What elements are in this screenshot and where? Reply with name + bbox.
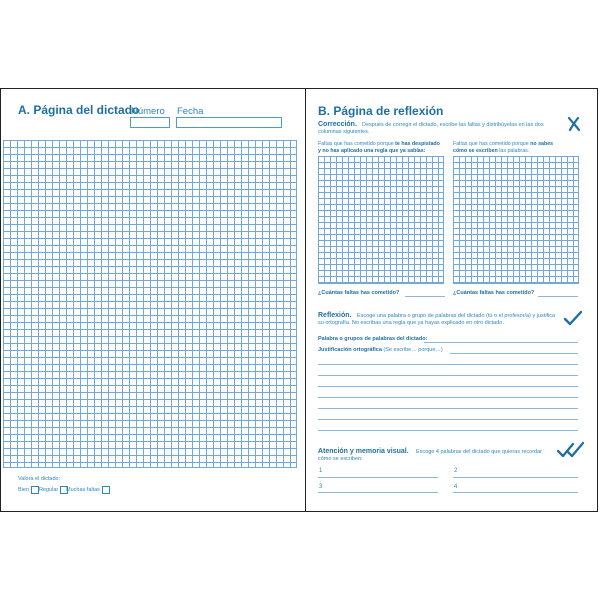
writing-line-3[interactable] <box>318 375 578 376</box>
reflexion-text-2: su ortografía. No escribas una regla que ya hayas explicado en otro dictado. <box>318 320 504 326</box>
correccion-text-2: columnas siguientes. <box>318 129 370 135</box>
check-icon <box>563 310 583 326</box>
atencion-text-1: Escoge 4 palabras del dictado que quieras recordar <box>416 449 542 455</box>
justificacion-label: Justificación ortográfica <box>318 347 382 353</box>
word-line-4[interactable] <box>453 492 578 493</box>
rating-muchas-label: Muchas faltas <box>66 487 100 493</box>
rating-muchas-checkbox[interactable] <box>102 486 110 494</box>
word-line-3[interactable] <box>318 492 438 493</box>
palabra-line[interactable] <box>424 342 578 343</box>
reflexion-heading: Reflexión. <box>318 312 352 319</box>
column1-heading <box>318 141 440 155</box>
fecha-label: Fecha <box>177 106 204 117</box>
question-faltas-1: ¿Cuántas faltas has cometido? <box>318 290 400 296</box>
rating-bien-label: Bien <box>18 487 30 493</box>
valora-label: Valora el dictado: <box>18 476 61 482</box>
word-line-1[interactable] <box>318 477 438 478</box>
rating-bien-checkbox[interactable] <box>31 486 39 494</box>
word-number-1: 1 <box>319 468 323 474</box>
cross-icon <box>567 116 581 132</box>
writing-line-1[interactable] <box>450 353 578 354</box>
writing-line-7[interactable] <box>318 419 578 420</box>
correccion-heading: Corrección. <box>318 121 357 128</box>
rating-regular[interactable] <box>39 486 68 494</box>
atencion-text-2: cómo se escriben: <box>318 456 363 462</box>
faltas-despiste-grid[interactable] <box>318 156 444 284</box>
correccion-text-1: Después de corregir el dictado, escribe las faltas y distribúyelas en las dos <box>362 122 544 128</box>
rating-bien[interactable] <box>18 486 39 494</box>
writing-line-6[interactable] <box>318 408 578 409</box>
palabra-label: Palabra o grupos de palabras del dictado: <box>318 336 428 342</box>
rating-regular-label: Regular <box>39 487 59 493</box>
fecha-field[interactable] <box>176 117 282 128</box>
faltas-no-sabes-grid[interactable] <box>453 156 579 284</box>
column2-heading-plain-2: las palabras. <box>497 148 530 154</box>
column2-heading-plain: Faltas que has cometido porque <box>453 141 531 147</box>
column2-heading-bold: no sabes <box>530 141 554 147</box>
numero-field[interactable] <box>130 117 170 128</box>
writing-line-2[interactable] <box>318 364 578 365</box>
column1-heading-bold-2: y no has aplicado una regla que ya sabías: <box>318 148 426 154</box>
left-page-title: A. Página del dictado <box>18 103 140 117</box>
justificacion-hint: (Se escribe… porque…) <box>383 347 443 353</box>
rating-muchas[interactable] <box>66 486 110 494</box>
word-number-4: 4 <box>454 484 458 490</box>
column1-heading-plain: Faltas que has cometido porque <box>318 141 396 147</box>
numero-label: Número <box>131 106 165 117</box>
word-number-2: 2 <box>454 468 458 474</box>
column1-heading-bold: te has despistado <box>395 141 440 147</box>
writing-line-5[interactable] <box>318 397 578 398</box>
justificacion-row <box>318 347 443 354</box>
question-faltas-2: ¿Cuántas faltas has cometido? <box>453 290 535 296</box>
atencion-heading: Atención y memoria visual. <box>318 448 409 455</box>
dictation-grid[interactable] <box>3 140 297 468</box>
answer-line-1[interactable] <box>405 296 445 297</box>
column2-heading <box>453 141 553 155</box>
column2-heading-bold-2: cómo se escriben <box>453 148 498 154</box>
word-line-2[interactable] <box>453 477 578 478</box>
writing-line-8[interactable] <box>318 430 578 431</box>
reflexion-text-1: Escoge una palabra o grupo de palabras del dictado (tú o el profesor/a) y justifica <box>357 313 556 319</box>
right-page-title: B. Página de reflexión <box>318 104 444 118</box>
answer-line-2[interactable] <box>538 296 578 297</box>
writing-line-4[interactable] <box>318 386 578 387</box>
page-divider <box>305 88 306 512</box>
word-number-3: 3 <box>319 484 323 490</box>
double-check-icon <box>556 441 586 459</box>
